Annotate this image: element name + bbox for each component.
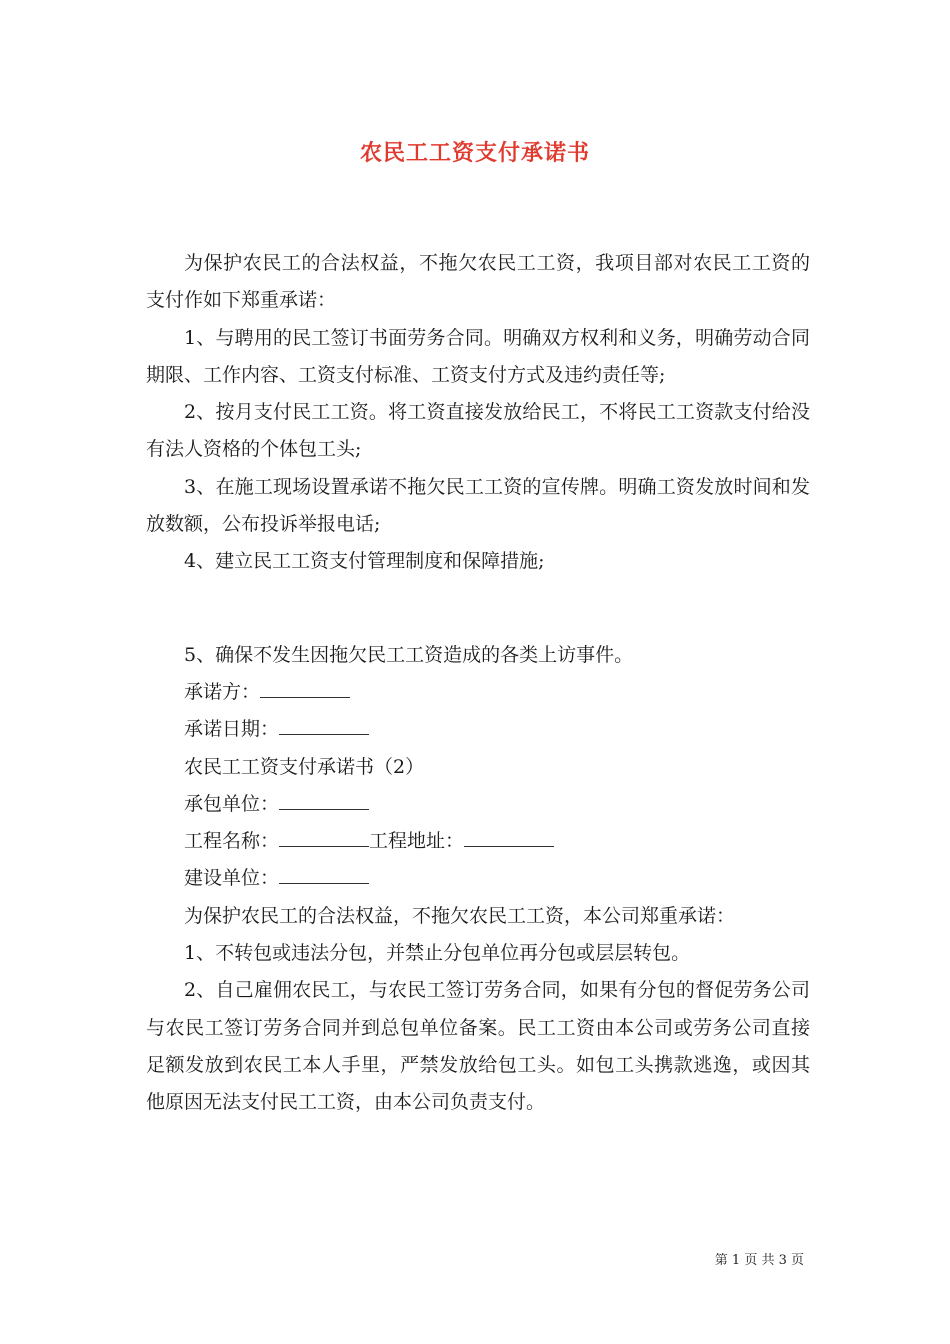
- contractor-field: [146, 786, 810, 823]
- date-field: [146, 711, 810, 748]
- project-address-blank: [464, 832, 554, 847]
- commitment-item-4: 4、建立民工工资支付管理制度和保障措施;: [184, 550, 545, 573]
- builder-field: [146, 860, 810, 897]
- commitment-item-2: 2、按月支付民工工资。将工资直接发放给民工，不将民工工资款支付给没有法人资格的个体包工头;: [146, 401, 810, 461]
- promisor-blank: [260, 683, 350, 698]
- promisor-label: 承诺方：: [184, 680, 261, 703]
- page-number: 第 1 页 共 3 页: [714, 1253, 804, 1268]
- project-name-blank: [279, 832, 369, 847]
- commitment-item-3: 3、在施工现场设置承诺不拖欠民工工资的宣传牌。明确工资发放时间和发放数额，公布投诉举报电话;: [146, 475, 810, 536]
- project-name-label: 工程名称：: [184, 830, 280, 853]
- contractor-blank: [279, 795, 369, 810]
- second-item-1: 1、不转包或违法分包，并禁止分包单位再分包或层层转包。: [184, 942, 691, 965]
- promisor-field: [146, 674, 810, 711]
- commitment-item-1: 1、与聘用的民工签订书面劳务合同。明确双方权利和义务，明确劳动合同期限、工作内容、工资支付标准、工资支付方式及违约责任等;: [146, 326, 810, 386]
- second-title: 农民工工资支付承诺书（2）: [184, 755, 425, 778]
- second-item-2: 2、自己雇佣农民工，与农民工签订劳务合同，如果有分包的督促劳务公司与农民工签订劳务合同并到总包单位备案。民工工资由本公司或劳务公司直接足额发放到农民工本人手里，严禁发放给包工头。如包工头携款逃逸，或因其他原因无法支付民工工资，由本公司负责支付。: [146, 979, 810, 1114]
- paragraph-gap: [146, 581, 810, 637]
- project-field: [146, 823, 810, 860]
- project-address-label: 工程地址：: [369, 830, 465, 853]
- date-blank: [279, 720, 369, 735]
- document-body: [146, 245, 810, 1122]
- second-intro-paragraph: 为保护农民工的合法权益，不拖欠农民工工资，本公司郑重承诺：: [184, 904, 736, 927]
- builder-blank: [279, 869, 369, 884]
- commitment-item-5: 5、确保不发生因拖欠民工工资造成的各类上访事件。: [184, 643, 634, 666]
- intro-paragraph: 为保护农民工的合法权益，不拖欠农民工工资，我项目部对农民工工资的支付作如下郑重承诺：: [146, 252, 810, 312]
- document-title: 农民工工资支付承诺书: [359, 140, 590, 166]
- contractor-label: 承包单位：: [184, 792, 280, 815]
- date-label: 承诺日期：: [184, 718, 280, 741]
- builder-label: 建设单位：: [184, 867, 280, 890]
